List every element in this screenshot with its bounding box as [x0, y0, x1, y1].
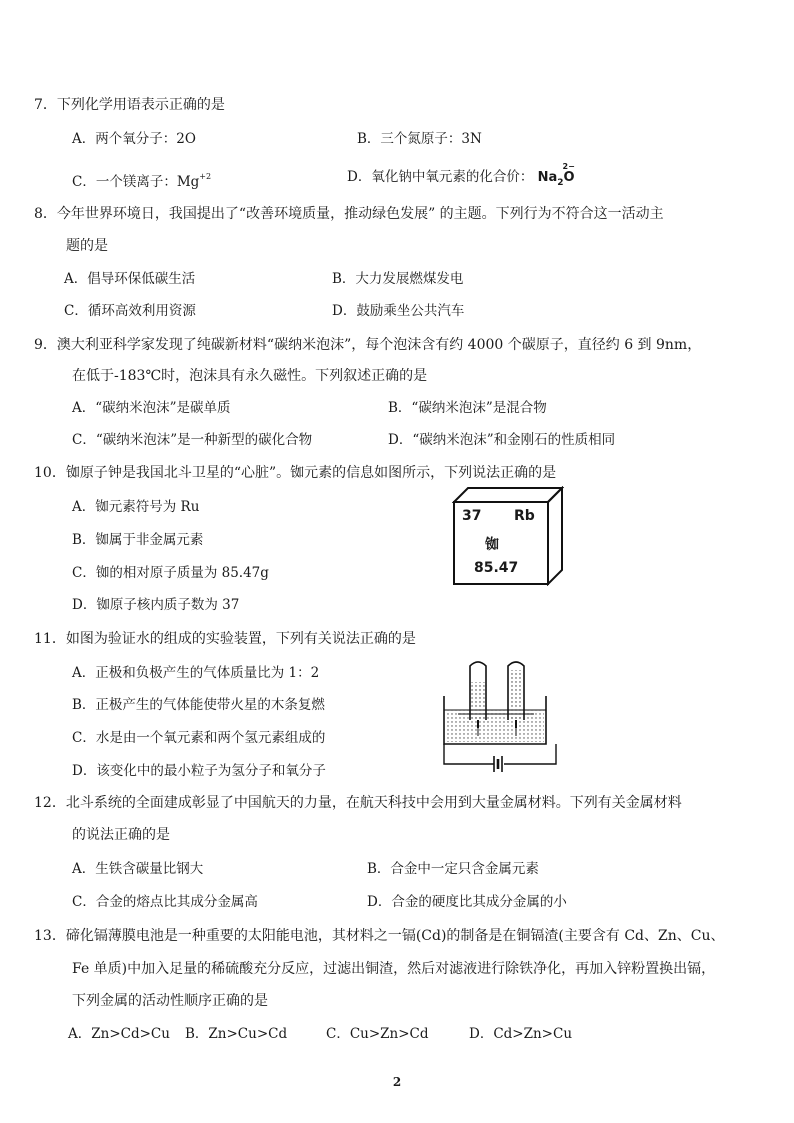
q7-option-d-text: D．氧化钠中氧元素的化合价： — [347, 169, 534, 185]
q7-option-c-text: C．一个镁离子：Mg — [72, 174, 200, 190]
q13-option-c: C．Cu>Zn>Cd — [326, 1026, 429, 1042]
q9-option-c: C．“碳纳米泡沫”是一种新型的碳化合物 — [72, 432, 313, 448]
q13-option-d: D．Cd>Zn>Cu — [469, 1026, 573, 1042]
element-atomic-mass: 85.47 — [474, 560, 519, 576]
q12-option-c: C．合金的熔点比其成分金属高 — [72, 894, 258, 910]
q12-option-d: D．合金的硬度比其成分金属的小 — [367, 894, 567, 910]
q10-stem: 10．铷原子钟是我国北斗卫星的“心脏”。铷元素的信息如图所示，下列说法正确的是 — [34, 465, 557, 481]
element-symbol: Rb — [514, 508, 535, 524]
q7-option-a: A．两个氧分子：2O — [72, 131, 196, 147]
q9-option-a: A．“碳纳米泡沫”是碳单质 — [72, 400, 231, 416]
q8-option-b: B．大力发展燃煤发电 — [332, 271, 464, 287]
formula-sub: 2 — [557, 178, 564, 188]
q12-option-a: A．生铁含碳量比钢大 — [72, 861, 204, 877]
q10-option-d: D．铷原子核内质子数为 37 — [72, 597, 240, 613]
q12-stem-line2: 的说法正确的是 — [72, 827, 170, 843]
q10-option-a: A．铷元素符号为 Ru — [72, 499, 200, 515]
q10-option-b: B．铷属于非金属元素 — [72, 532, 204, 548]
q12-option-b: B．合金中一定只含金属元素 — [367, 861, 539, 877]
formula-valence: 2− — [562, 162, 575, 171]
electrolysis-diagram — [438, 656, 566, 776]
q13-option-a: A．Zn>Cd>Cu — [68, 1026, 170, 1042]
q13-stem-line3: 下列金属的活动性顺序正确的是 — [72, 993, 268, 1009]
water-electrolysis-apparatus — [438, 656, 566, 776]
q9-option-b: B．“碳纳米泡沫”是混合物 — [388, 400, 547, 416]
q7-option-c — [72, 168, 211, 191]
q9-stem-line1: 9．澳大利亚科学家发现了纯碳新材料“碳纳米泡沫”，每个泡沫含有约 4000 个碳原子，直径约 6 到 9nm， — [34, 337, 702, 353]
rubidium-element-card — [452, 486, 564, 586]
q12-stem-line1: 12．北斗系统的全面建成彰显了中国航天的力量，在航天科技中会用到大量金属材料。下列有关金属材料 — [34, 795, 682, 811]
q7-option-d — [347, 162, 575, 188]
q11-option-b: B．正极产生的气体能使带火星的木条复燃 — [72, 697, 325, 713]
q7-option-c-charge: +2 — [199, 172, 212, 181]
q8-option-c: C．循环高效利用资源 — [64, 303, 196, 319]
formula-o-letter: O — [563, 170, 575, 185]
q11-option-a: A．正极和负极产生的气体质量比为 1：2 — [72, 665, 320, 681]
q7-stem: 7．下列化学用语表示正确的是 — [34, 97, 225, 113]
q8-stem-line1: 8．今年世界环境日，我国提出了“改善环境质量，推动绿色发展” 的主题。下列行为不符合这一活动主 — [34, 206, 664, 222]
q9-stem-line2: 在低于-183℃时，泡沫具有永久磁性。下列叙述正确的是 — [72, 368, 428, 384]
q8-option-d: D．鼓励乘坐公共汽车 — [332, 303, 465, 319]
q10-option-c: C．铷的相对原子质量为 85.47g — [72, 565, 269, 581]
page-number: 2 — [392, 1075, 402, 1089]
formula-o — [562, 162, 575, 185]
element-name: 铷 — [485, 537, 499, 553]
q8-stem-line2: 题的是 — [66, 238, 108, 254]
q11-option-d: D．该变化中的最小粒子为氢分子和氧分子 — [72, 763, 326, 779]
formula-na: Na — [537, 170, 558, 185]
q13-option-b: B．Zn>Cu>Cd — [185, 1026, 288, 1042]
q11-option-c: C．水是由一个氧元素和两个氢元素组成的 — [72, 730, 326, 746]
q7-sodium-oxide-formula — [537, 162, 575, 188]
q11-stem: 11．如图为验证水的组成的实验装置，下列有关说法正确的是 — [34, 631, 416, 647]
q8-option-a: A．倡导环保低碳生活 — [64, 271, 196, 287]
q13-stem-line1: 13．碲化镉薄膜电池是一种重要的太阳能电池，其材料之一镉(Cd)的制备是在铜镉渣(主要含有 Cd、Zn、Cu、 — [34, 928, 725, 944]
q13-stem-line2: Fe 单质)中加入足量的稀硫酸充分反应，过滤出铜渣，然后对滤液进行除铁净化，再加入锌粉置换出镉， — [72, 961, 716, 977]
q9-option-d: D．“碳纳米泡沫”和金刚石的性质相同 — [388, 432, 616, 448]
q7-option-b: B．三个氮原子：3N — [357, 131, 482, 147]
element-atomic-number: 37 — [462, 508, 482, 524]
